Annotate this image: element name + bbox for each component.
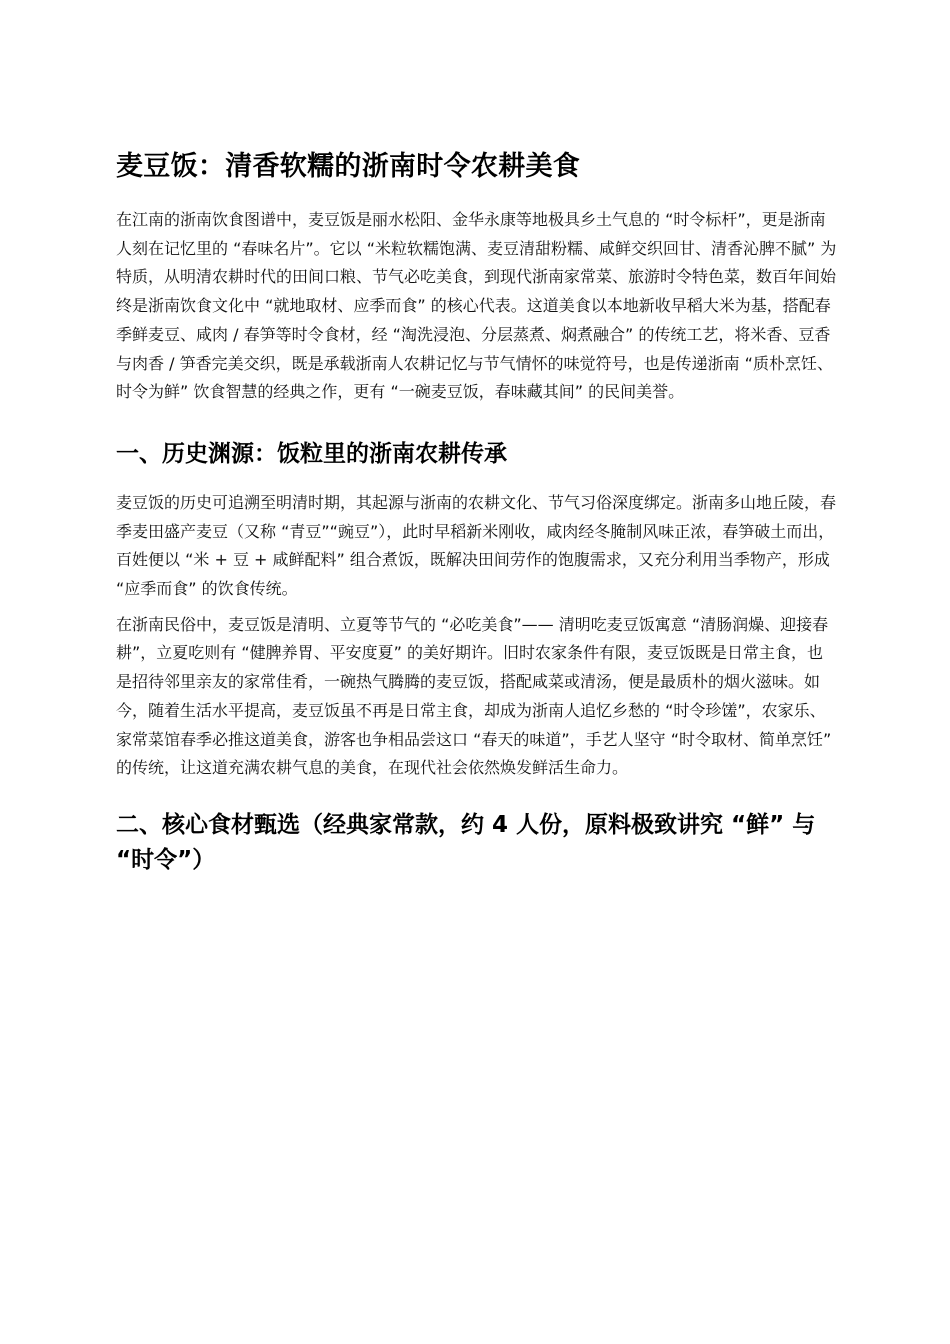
section-heading-ingredients: 二、核心食材甄选（经典家常款，约 4 人份，原料极致讲究 “鲜” 与 “时令”）: [116, 811, 816, 873]
section-heading-history: 一、历史渊源：饭粒里的浙南农耕传承: [116, 440, 507, 467]
page-title: 麦豆饭：清香软糯的浙南时令农耕美食: [116, 151, 581, 182]
intro-paragraph: 在江南的浙南饮食图谱中，麦豆饭是丽水松阳、金华永康等地极具乡土气息的 “时令标杆”，更是浙南人刻在记忆里的 “春味名片”。它以 “米粒软糯饱满、麦豆清甜粉糯、咸鲜交织回甘、清香沁脾不腻” 为特质，从明清农耕时代的田间口粮、节气必吃美食，到现代浙南家常菜、旅游时令特色菜，数百年间始终是浙南饮食文化中 “就地取材、应季而食” 的核心代表。这道美食以本地新收早稻大米为基，搭配春季鲜麦豆、咸肉 / 春笋等时令食材，经 “淘洗浸泡、分层蒸煮、焖煮融合” 的传统工艺，将米香、豆香与肉香 / 笋香完美交织，既是承载浙南人农耕记忆与节气情怀的味觉符号，也是传递浙南 “质朴烹饪、时令为鲜” 饮食智慧的经典之作，更有 “一碗麦豆饭，春味藏其间” 的民间美誉。: [116, 210, 837, 402]
history-paragraph-1: 麦豆饭的历史可追溯至明清时期，其起源与浙南的农耕文化、节气习俗深度绑定。浙南多山地丘陵，春季麦田盛产麦豆（又称 “青豆”“豌豆”），此时早稻新米刚收，咸肉经冬腌制风味正浓，春笋破土而出，百姓便以 “米 + 豆 + 咸鲜配料” 组合煮饭，既解决田间劳作的饱腹需求，又充分利用当季物产，形成 “应季而食” 的饮食传统。: [116, 492, 837, 599]
history-paragraph-2: 在浙南民俗中，麦豆饭是清明、立夏等节气的 “必吃美食”—— 清明吃麦豆饭寓意 “清肠润燥、迎接春耕”，立夏吃则有 “健脾养胃、平安度夏” 的美好期许。旧时农家条件有限，麦豆饭既是日常主食，也是招待邻里亲友的家常佳肴，一碗热气腾腾的麦豆饭，搭配咸菜或清汤，便是最质朴的烟火滋味。如今，随着生活水平提高，麦豆饭虽不再是日常主食，却成为浙南人追忆乡愁的 “时令珍馐”，农家乐、家常菜馆春季必推这道美食，游客也争相品尝这口 “春天的味道”，手艺人坚守 “时令取材、简单烹饪” 的传统，让这道充满农耕气息的美食，在现代社会依然焕发鲜活生命力。: [116, 614, 832, 778]
